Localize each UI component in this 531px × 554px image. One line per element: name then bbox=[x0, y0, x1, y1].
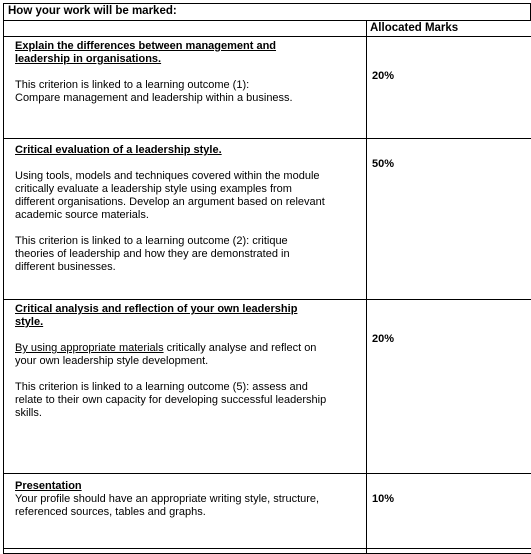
materials-reference: By using appropriate materials bbox=[15, 342, 164, 354]
criteria-column-header bbox=[4, 21, 367, 37]
table-row bbox=[4, 139, 531, 300]
criterion-cell bbox=[4, 300, 367, 474]
footer-spacer bbox=[367, 549, 531, 554]
allocated-marks-header: Allocated Marks bbox=[367, 21, 531, 37]
criterion-learning-outcome: This criterion is linked to a learning outcome (5): assess and relate to their own capacity for developing successful leadership skills. bbox=[15, 381, 358, 420]
criterion-title: Explain the differences between management and leadership in organisations. bbox=[15, 40, 358, 66]
criterion-description: By using appropriate materials critically analyse and reflect on your own leadership style development. bbox=[15, 342, 358, 368]
allocated-mark: 20% bbox=[367, 300, 531, 474]
criterion-description: Using tools, models and techniques covered within the module critically evaluate a leadership style using examples from different organisations. Develop an argument based on relevant academic source materials. bbox=[15, 170, 358, 222]
criterion-title: Critical analysis and reflection of your own leadership style. bbox=[15, 303, 358, 329]
allocated-mark: 20% bbox=[367, 37, 531, 139]
footer-spacer bbox=[4, 549, 367, 554]
criterion-description: Your profile should have an appropriate writing style, structure, referenced sources, tables and graphs. bbox=[15, 493, 358, 519]
table-row bbox=[4, 300, 531, 474]
criterion-cell bbox=[4, 37, 367, 139]
allocated-mark: 50% bbox=[367, 139, 531, 300]
section-heading: How your work will be marked: bbox=[3, 3, 531, 20]
criterion-title: Critical evaluation of a leadership style. bbox=[15, 144, 358, 157]
table-footer-row bbox=[4, 549, 531, 554]
criterion-description: This criterion is linked to a learning outcome (1): Compare management and leadership within a business. bbox=[15, 79, 358, 105]
criterion-learning-outcome: This criterion is linked to a learning outcome (2): critique theories of leadership and how they are demonstrated in different businesses. bbox=[15, 235, 358, 274]
table-row bbox=[4, 474, 531, 549]
allocated-mark: 10% bbox=[367, 474, 531, 549]
marking-scheme bbox=[3, 3, 531, 484]
criterion-cell bbox=[4, 474, 367, 549]
marks-table bbox=[3, 20, 531, 554]
criterion-cell bbox=[4, 139, 367, 300]
table-header-row bbox=[4, 21, 531, 37]
criterion-title: Presentation bbox=[15, 480, 358, 493]
table-row bbox=[4, 37, 531, 139]
